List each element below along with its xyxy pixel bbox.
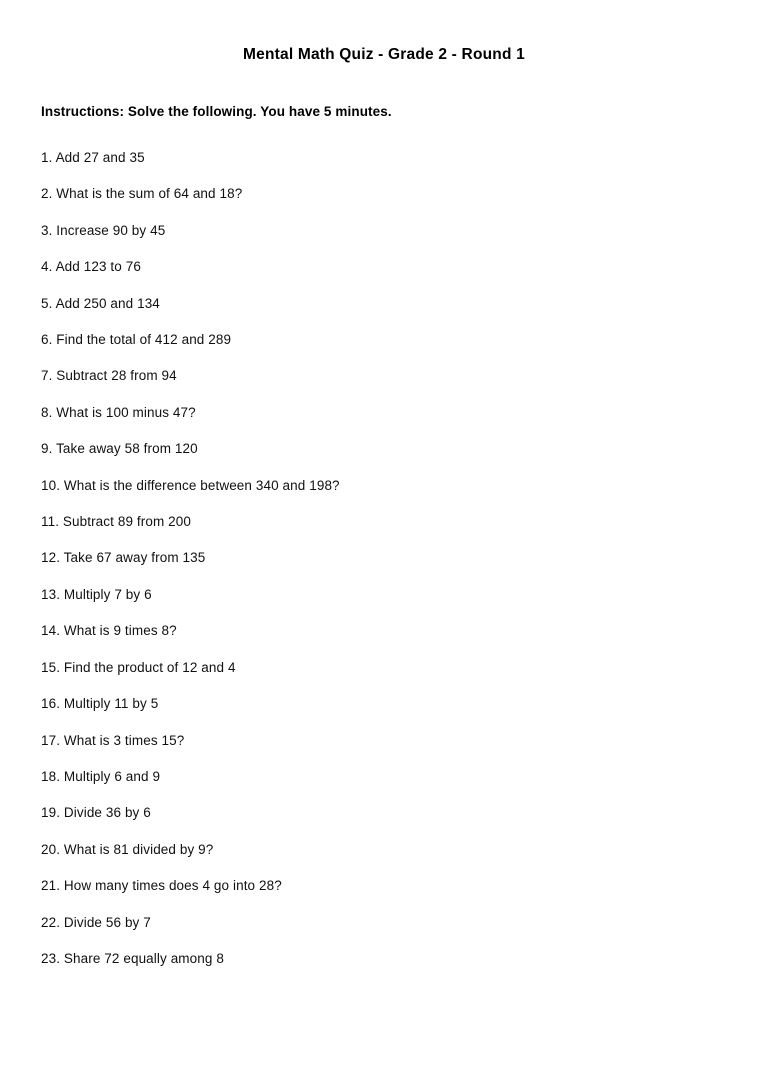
list-item: 19. Divide 36 by 6: [41, 805, 151, 821]
question-list: [0, 119, 768, 977]
list-item: 3. Increase 90 by 45: [41, 222, 166, 238]
list-item: 2. What is the sum of 64 and 18?: [41, 186, 243, 202]
list-item: 22. Divide 56 by 7: [41, 914, 151, 930]
list-item: 18. Multiply 6 and 9: [41, 768, 161, 784]
list-item: 1. Add 27 and 35: [41, 150, 145, 165]
list-item: 9. Take away 58 from 120: [41, 441, 198, 457]
list-item: 13. Multiply 7 by 6: [41, 586, 152, 602]
list-item: 11. Subtract 89 from 200: [41, 514, 191, 530]
page-title: Mental Math Quiz - Grade 2 - Round 1: [243, 46, 525, 63]
list-item: 7. Subtract 28 from 94: [41, 368, 177, 384]
list-item: 12. Take 67 away from 135: [41, 550, 206, 566]
list-item: 10. What is the difference between 340 and 198?: [41, 477, 340, 493]
list-item: 5. Add 250 and 134: [41, 295, 160, 311]
list-item: 14. What is 9 times 8?: [41, 623, 177, 639]
instructions-text: Instructions: Solve the following. You have 5 minutes.: [41, 104, 392, 119]
list-item: 4. Add 123 to 76: [41, 259, 141, 275]
list-item: 15. Find the product of 12 and 4: [41, 659, 236, 675]
list-item: 20. What is 81 divided by 9?: [41, 841, 214, 857]
list-item: 16. Multiply 11 by 5: [41, 696, 159, 712]
list-item: 23. Share 72 equally among 8: [41, 950, 224, 966]
list-item: 6. Find the total of 412 and 289: [41, 332, 232, 348]
list-item: 8. What is 100 minus 47?: [41, 404, 196, 420]
list-item: 21. How many times does 4 go into 28?: [41, 878, 282, 894]
list-item: 17. What is 3 times 15?: [41, 732, 185, 748]
